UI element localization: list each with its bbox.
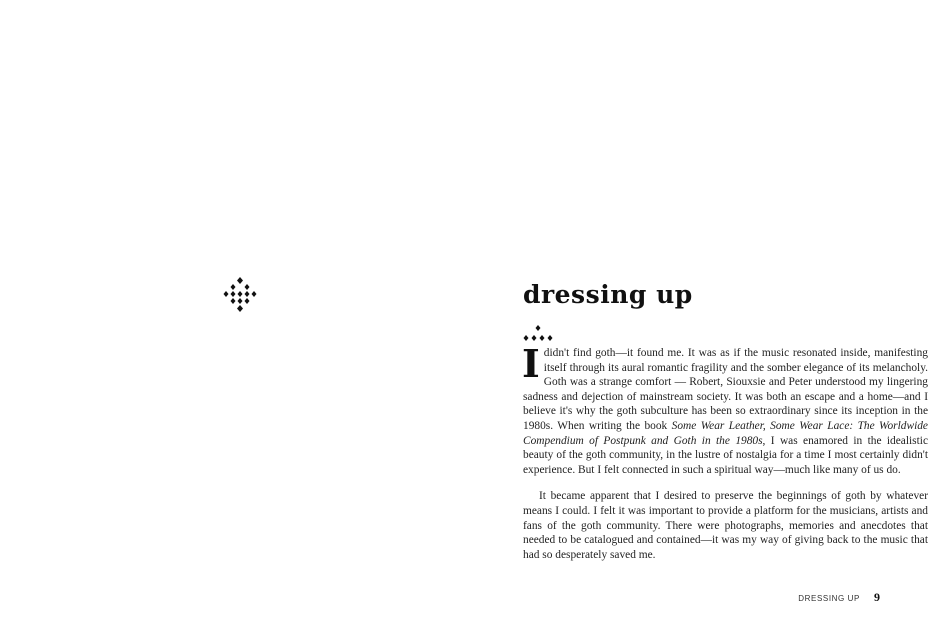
paragraph-1-start: didn't find goth—it found me. It was as if the music resonated inside, manifesting itself through its aural romantic fragility and the somber elegance of its melancholy. Goth was a strange comfort — Robert, Siouxsie and Peter understood my lingering sadness and dejection of mainstream society. It was both an escape and a home—and I believe it's why the goth subculture has been so extraordinary since its inception in the 1980s. When writing the book xyxy=(523,347,928,432)
right-page xyxy=(466,0,932,629)
running-head: DRESSING UP xyxy=(798,594,860,603)
page-number: 9 xyxy=(874,590,880,604)
body-text xyxy=(522,341,928,562)
paragraph-2: It became apparent that I desired to preserve the beginnings of goth by whatever means I could. I felt it was important to provide a platform for the musicians, artists and fans of the goth community. There were photographs, memories and anecdotes that needed to be catalogued and contained—it was my way of giving back to the music that had so desperately saved me. xyxy=(523,490,928,561)
diamond-cluster-icon xyxy=(222,276,258,314)
chapter-title: dressing up xyxy=(523,280,693,309)
page-footer xyxy=(798,590,880,605)
paragraph-1 xyxy=(522,341,928,477)
paragraph-1-end: , I was enamored in the idealistic beauty of the goth community, in the lustre of nostalgia for a time I most certainly didn't experience. But I felt connected in such a spiritual way—much like many of us do. xyxy=(523,434,928,476)
drop-cap: I xyxy=(522,341,540,386)
book-title: Some Wear Leather, Some Wear Lace: The Worldwide Compendium of Postpunk and Goth in the 1980s xyxy=(523,419,928,447)
